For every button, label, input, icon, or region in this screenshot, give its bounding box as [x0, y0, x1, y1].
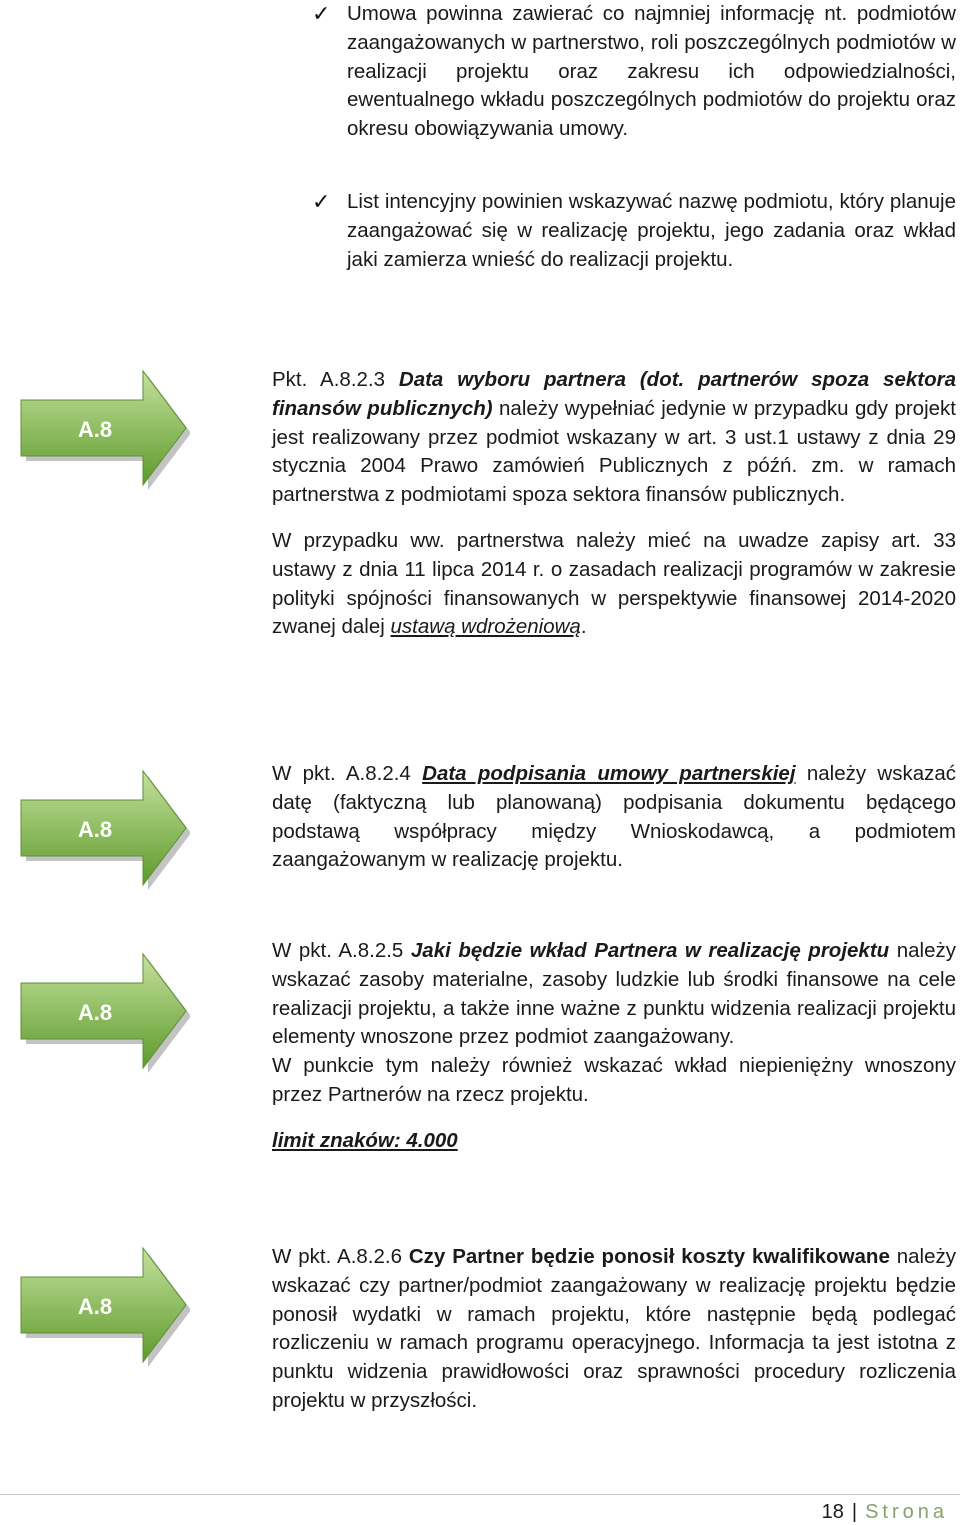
section-a823 [272, 366, 956, 642]
section-a824 [272, 760, 956, 875]
checkmark-icon: ✓ [312, 1, 331, 26]
section-a826 [272, 1243, 956, 1416]
footer-separator: | [851, 1501, 858, 1523]
section-paragraph: W przypadku ww. partnerstwa należy mieć na uwadze zapisy art. 33 ustawy z dnia 11 lipca 2014 r. o zasadach realizacji programów w zakresie polityki spójności finansowanych w perspektywie finansowej 2014-2020 zwanej dalej [272, 528, 956, 639]
section-arrow-icon [18, 369, 190, 491]
section-title: Czy Partner będzie ponosił koszty kwalifikowane [408, 1245, 890, 1268]
section-text: należy wskazać zasoby materialne, zasoby ludzkie lub środki finansowe na cele realizacji projektu, a także inne ważne z punktu widzenia realizacji projektu elementy wnoszone przez podmiot zaangażowany. [272, 939, 956, 1049]
section-text: należy wskazać czy partner/podmiot zaangażowany w realizację projektu będzie ponosił wydatki w ramach projektu, które następnie będą podlegać rozliczeniu w ramach programu operacyjnego. Informacja ta jest istotna z punktu widzenia prawidłowości oraz sprawności procedury rozliczenia projektu w przyszłości. [272, 1245, 956, 1412]
section-arrow-icon [18, 769, 190, 891]
footer-divider [0, 1494, 960, 1495]
section-title: Jaki będzie wkład Partnera w realizację projektu [410, 939, 890, 962]
section-number: Pkt. A.8.2.3 [272, 368, 399, 391]
arrow-label: A.8 [77, 817, 113, 842]
arrow-label: A.8 [77, 417, 113, 442]
section-number: W pkt. A.8.2.5 [272, 939, 411, 962]
section-paragraph: W punkcie tym należy również wskazać wkład niepieniężny wnoszony przez Partnerów na rzecz projektu. [272, 1054, 956, 1106]
arrow-label: A.8 [77, 1294, 113, 1319]
section-text: należy wskazać datę (faktyczną lub planowaną) podpisania dokumentu będącego podstawą współpracy między Wnioskodawcą, a podmiotem zaangażowanym w realizację projektu. [272, 762, 956, 872]
section-text: należy wypełniać jedynie w przypadku gdy projekt jest realizowany przez podmiot wskazany w art. 3 ust.1 ustawy z dnia 29 stycznia 2004 Prawo zamówień Publicznych z późń. zm. w ramach partnerstwa z podmiotami spoza sektora finansów publicznych. [272, 396, 956, 507]
emphasis-term: ustawą wdrożeniową [390, 615, 581, 639]
bullet-text-2: List intencyjny powinien wskazywać nazwę podmiotu, który planuje zaangażować się w realizację projektu, jego zadania oraz wkład jaki zamierza wnieść do realizacji projektu. [347, 190, 956, 271]
page-footer [822, 1499, 948, 1525]
page-number: 18 [821, 1501, 844, 1523]
footer-page-word: Strona [865, 1501, 948, 1523]
checkmark-icon: ✓ [312, 189, 331, 214]
section-arrow-icon [18, 1246, 190, 1368]
arrow-label: A.8 [77, 1000, 113, 1025]
section-number: W pkt. A.8.2.4 [272, 762, 423, 785]
punctuation: . [580, 615, 587, 639]
bullet-text-1: Umowa powinna zawierać co najmniej informację nt. podmiotów zaangażowanych w partnerstwo, roli poszczególnych podmiotów w realizacji projektu oraz zakresu ich odpowiedzialności, ewentualnego wkładu poszczególnych podmiotów do projektu oraz okresu obowiązywania umowy. [347, 2, 956, 141]
section-title: Data wyboru partnera (dot. partnerów spoza sektora finansów publicznych) [272, 368, 956, 420]
section-title: Data podpisania umowy partnerskiej [422, 762, 796, 785]
section-a825 [272, 937, 956, 1156]
character-limit-note: limit znaków: 4.000 [272, 1128, 458, 1152]
section-number: W pkt. A.8.2.6 [272, 1245, 409, 1268]
section-arrow-icon [18, 952, 190, 1074]
